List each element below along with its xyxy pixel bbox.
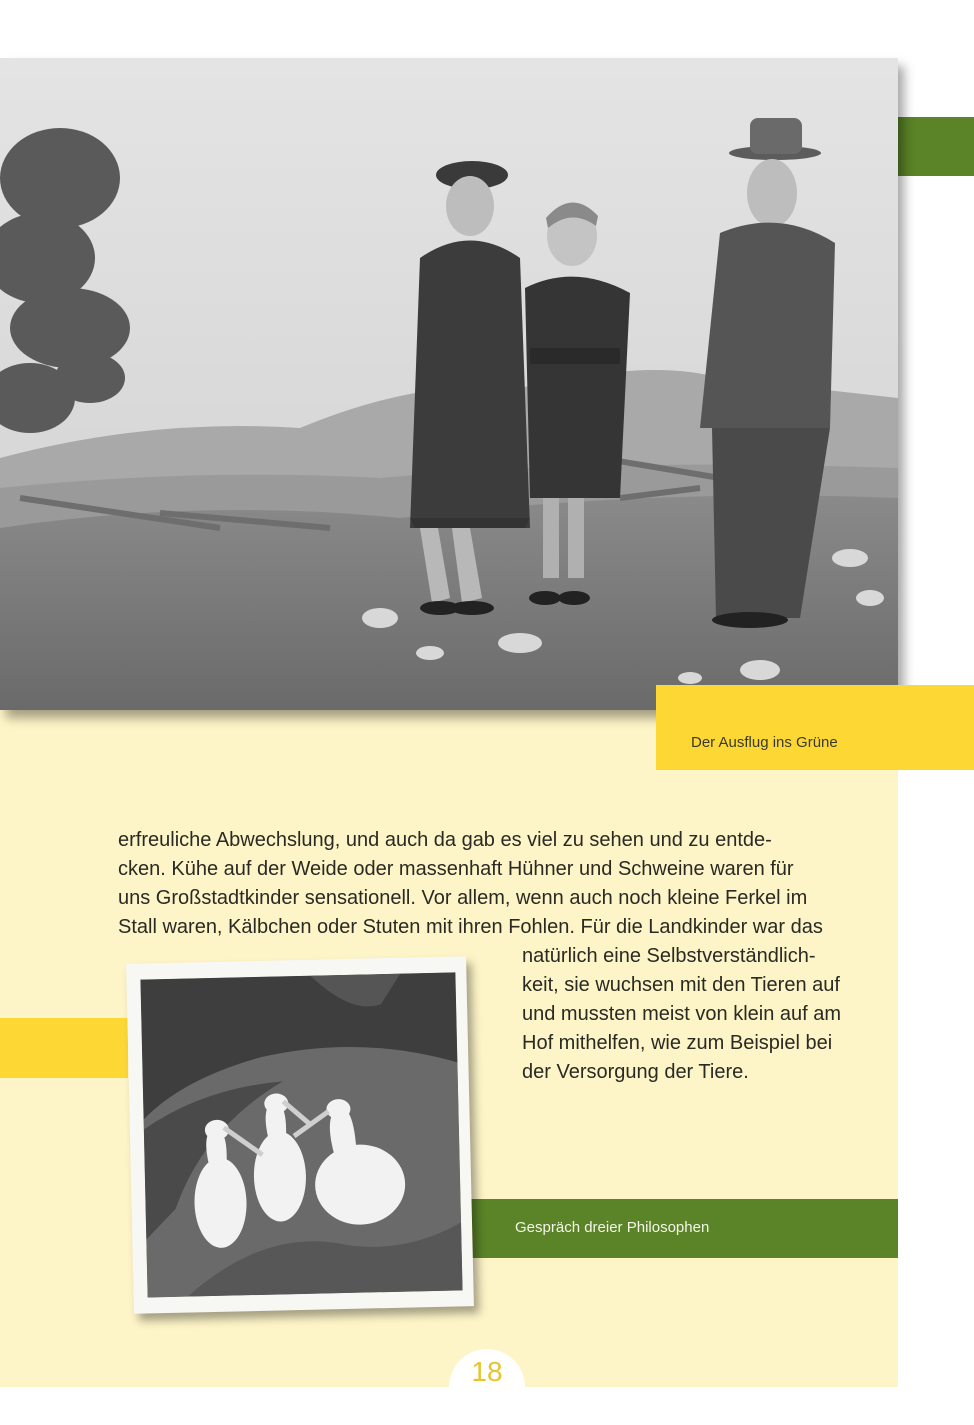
pelican-photo — [140, 972, 462, 1297]
pelican-photo-frame — [126, 956, 474, 1314]
photo-caption-box — [656, 685, 974, 770]
page-number: 18 — [471, 1356, 503, 1387]
text-line: der Versorgung der Tiere. — [522, 1061, 749, 1083]
text-line: keit, sie wuchsen mit den Tieren auf — [522, 974, 840, 996]
text-line: erfreuliche Abwechslung, und auch da gab es viel zu sehen und zu entde- — [118, 829, 772, 851]
family-outing-photo — [0, 58, 898, 710]
pelican-caption-box — [465, 1199, 898, 1258]
photo-caption-text: Der Ausflug ins Grüne — [691, 734, 838, 751]
text-line: Hof mithelfen, wie zum Beispiel bei — [522, 1032, 833, 1054]
text-line: und mussten meist von klein auf am — [522, 1003, 842, 1025]
text-line: Stall waren, Kälbchen oder Stuten mit ihren Fohlen. Für die Landkinder war das — [118, 916, 823, 938]
text-line: cken. Kühe auf der Weide oder massenhaft Hühner und Schweine waren für — [118, 858, 794, 880]
text-line: natürlich eine Selbstverständlich- — [522, 945, 816, 967]
text-line: uns Großstadtkinder sensationell. Vor allem, wenn auch noch kleine Ferkel im — [118, 887, 808, 909]
pelican-caption-text: Gespräch dreier Philosophen — [515, 1219, 710, 1236]
yellow-accent-tab — [0, 1018, 128, 1078]
green-accent-tab — [898, 117, 974, 176]
